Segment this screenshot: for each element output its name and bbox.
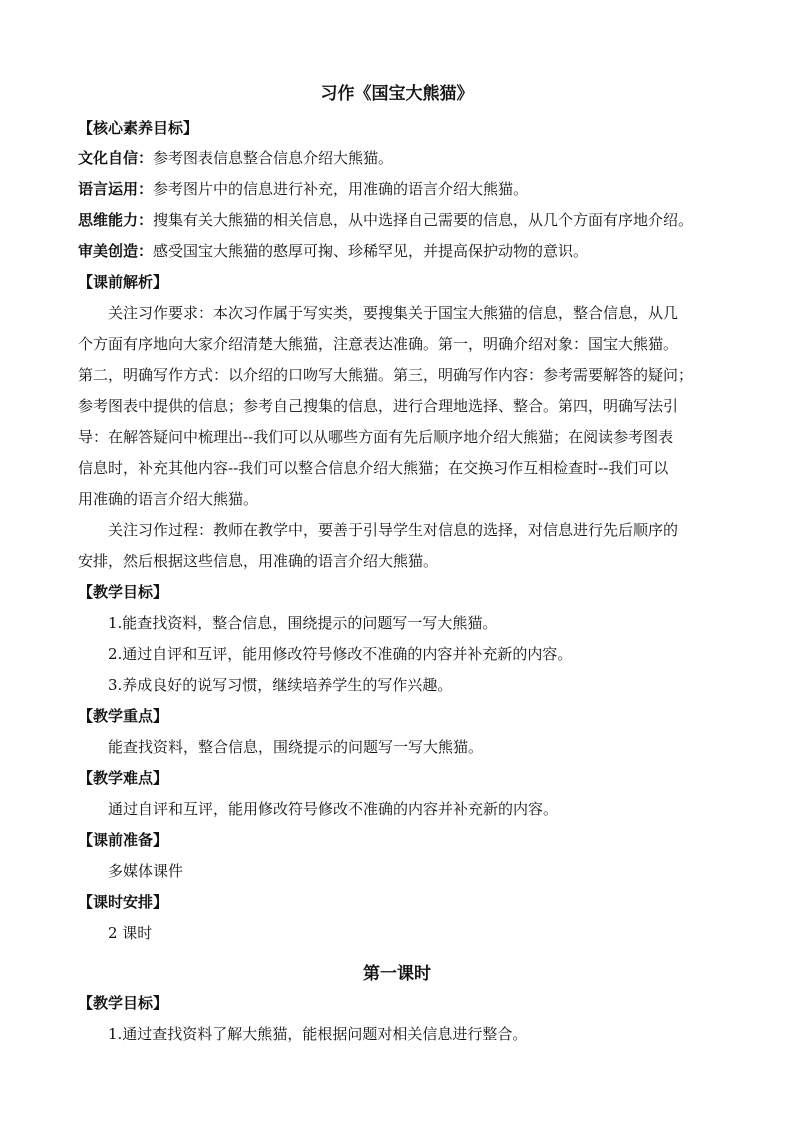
analysis-line: 个方面有序地向大家介绍清楚大熊猫，注意表达准确。第一，明确介绍对象：国宝大熊猫。 [78,335,679,353]
goal-label: 审美创造： [78,242,154,260]
heading-teaching-goals: 【教学目标】 [78,583,169,601]
heading-pre-analysis: 【课前解析】 [78,273,169,291]
goal-culture [78,148,724,168]
analysis-line: 关注习作过程：教师在教学中，要善于引导学生对信息的选择，对信息进行先后顺序的 [108,521,679,539]
heading-lesson1-goals: 【教学目标】 [78,994,169,1012]
analysis-line: 用准确的语言介绍大熊猫。 [78,490,259,508]
teaching-goal-item: 2.通过自评和互评，能用修改符号修改不准确的内容并补充新的内容。 [108,645,573,663]
goal-text: 搜集有关大熊猫的相关信息，从中选择自己需要的信息，从几个方面有序地介绍。 [153,211,694,229]
goal-aesthetic [78,241,724,261]
teaching-goal-item: 1.能查找资料，整合信息，围绕提示的问题写一写大熊猫。 [108,614,498,632]
analysis-line: 参考图表中提供的信息；参考自己搜集的信息，进行合理地选择、整合。第四，明确写法引 [78,397,679,415]
analysis-line: 第二，明确写作方式：以介绍的口吻写大熊猫。第三，明确写作内容：参考需要解答的疑问； [78,366,694,384]
heading-schedule: 【课时安排】 [78,893,169,911]
goal-label: 文化自信： [78,149,154,167]
goal-text: 参考图表信息整合信息介绍大熊猫。 [153,149,394,167]
lesson1-title: 第一课时 [363,964,431,984]
lesson1-goal-item: 1.通过查找资料了解大熊猫，能根据问题对相关信息进行整合。 [108,1025,528,1043]
analysis-line: 导：在解答疑问中梳理出--我们可以从哪些方面有先后顺序地介绍大熊猫；在阅读参考图表 [78,428,674,446]
analysis-line: 安排，然后根据这些信息，用准确的语言介绍大熊猫。 [78,552,439,570]
schedule-text: 2 课时 [108,924,153,942]
difficulty-text: 通过自评和互评，能用修改符号修改不准确的内容并补充新的内容。 [108,800,559,818]
heading-difficulty: 【教学难点】 [78,769,169,787]
document-title: 习作《国宝大熊猫》 [320,84,474,104]
goal-label: 思维能力： [78,211,154,229]
preparation-text: 多媒体课件 [108,862,184,880]
heading-preparation: 【课前准备】 [78,831,169,849]
goal-text: 参考图片中的信息进行补充，用准确的语言介绍大熊猫。 [153,180,529,198]
goal-language [78,179,724,199]
goal-thinking [78,210,724,230]
analysis-line: 关注习作要求：本次习作属于写实类，要搜集关于国宝大熊猫的信息，整合信息，从几 [108,304,679,322]
teaching-goal-item: 3.养成良好的说写习惯，继续培养学生的写作兴趣。 [108,676,453,694]
goal-text: 感受国宝大熊猫的憨厚可掬、珍稀罕见，并提高保护动物的意识。 [153,242,589,260]
key-point-text: 能查找资料，整合信息，围绕提示的问题写一写大熊猫。 [108,738,484,756]
heading-key-point: 【教学重点】 [78,707,169,725]
heading-core-goals: 【核心素养目标】 [78,119,199,137]
analysis-line: 信息时，补充其他内容--我们可以整合信息介绍大熊猫；在交换习作互相检查时--我们可以 [78,459,669,477]
goal-label: 语言运用： [78,180,154,198]
